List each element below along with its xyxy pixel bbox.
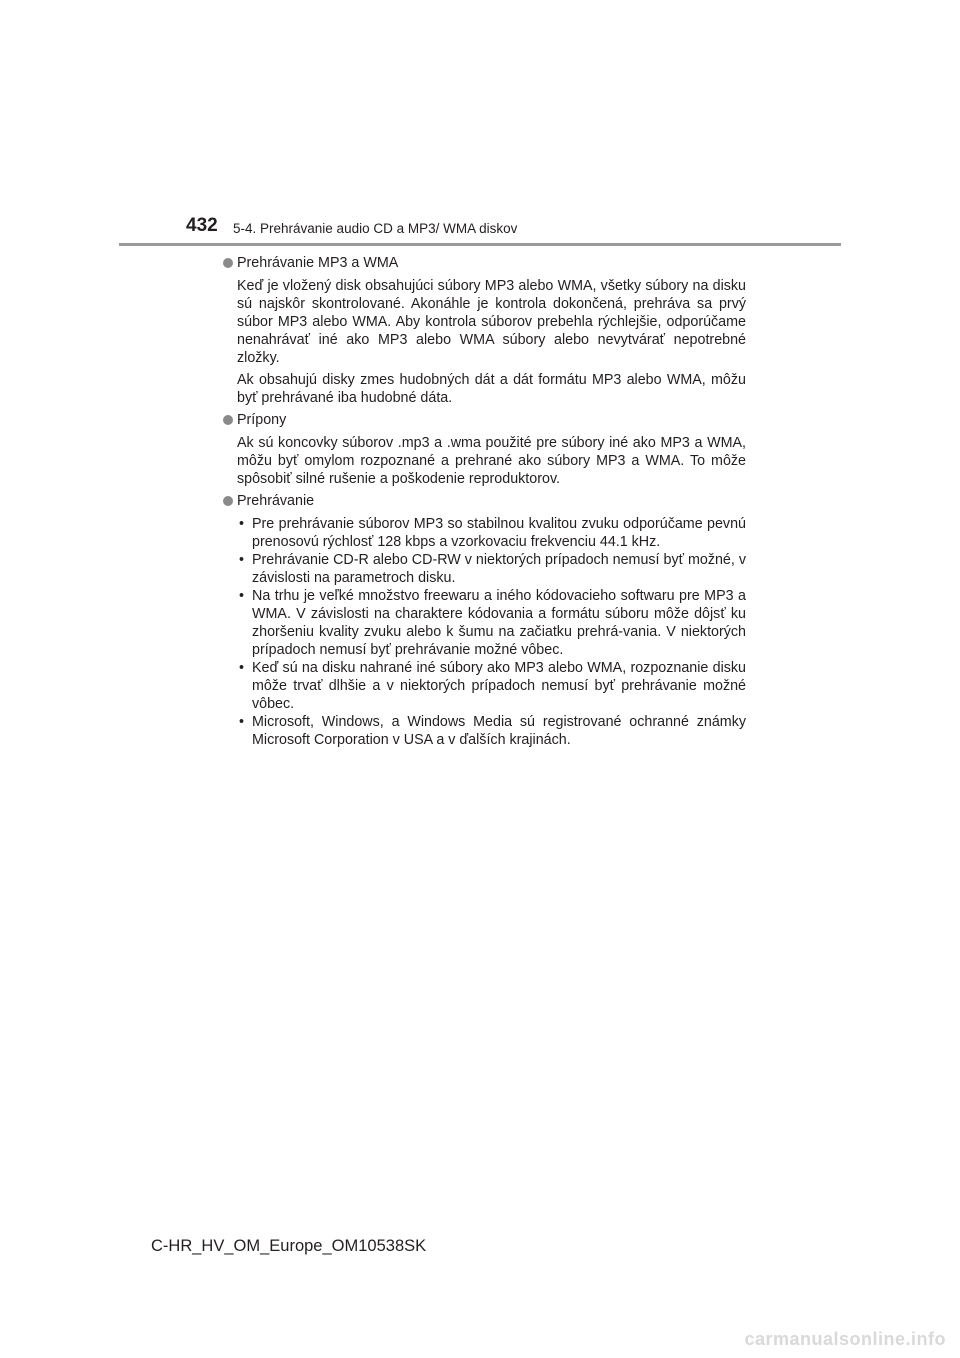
header-divider <box>119 243 841 246</box>
section-title: 5-4. Prehrávanie audio CD a MP3/ WMA diskov <box>233 221 518 236</box>
bullet-circle-icon <box>223 496 233 506</box>
paragraph: Ak obsahujú disky zmes hudobných dát a dát formátu MP3 alebo WMA, môžu byť prehrávané iba hudobné dáta. <box>237 372 746 406</box>
section-heading-text: Prípony <box>237 412 287 428</box>
list-item: • Na trhu je veľké množstvo freewaru a iného kódovacieho softwaru pre MP3 a WMA. V závislosti na charaktere kódovania a formátu súboru môže dôjsť ku zhoršeniu kvality zvuku alebo k šumu na začiatku prehrá-vania. V niektorých prípadoch nemusí byť prehrávanie možné vôbec. <box>237 587 746 659</box>
section-heading <box>222 411 746 429</box>
bullet-list <box>237 515 746 749</box>
list-item: • Keď sú na disku nahrané iné súbory ako MP3 alebo WMA, rozpoznanie disku môže trvať dlhšie a v niektorých prípadoch nemusí byť prehrávanie možné vôbec. <box>237 659 746 713</box>
section-heading <box>222 254 746 272</box>
section-heading-text: Prehrávanie MP3 a WMA <box>237 255 399 271</box>
list-item: • Prehrávanie CD-R alebo CD-RW v niektorých prípadoch nemusí byť možné, v závislosti na parametroch disku. <box>237 551 746 587</box>
paragraph: Keď je vložený disk obsahujúci súbory MP3 alebo WMA, všetky súbory na disku sú najskôr skontrolované. Akonáhle je kontrola dokončená, prehráva sa prvý súbor MP3 alebo WMA. Aby kontrola súborov prebehla rýchlejšie, odporúčame nenahrávať iné ako MP3 alebo WMA súbory alebo nevytvárať nepotrebné zložky. <box>237 278 746 366</box>
page-content <box>222 254 746 753</box>
bullet-circle-icon <box>223 415 233 425</box>
watermark: carmanualsonline.info <box>744 1329 946 1349</box>
section-heading-text: Prehrávanie <box>237 493 315 509</box>
list-item: • Pre prehrávanie súborov MP3 so stabilnou kvalitou zvuku odporúčame pevnú prenosovú rýchlosť 128 kbps a vzorkovaciu frekvenciu 44.1 kHz. <box>237 515 746 551</box>
section-extensions <box>222 411 746 488</box>
paragraph: Ak sú koncovky súborov .mp3 a .wma použité pre súbory iné ako MP3 a WMA, môžu byť omylom rozpoznané a prehrané ako súbory MP3 a WMA. To môže spôsobiť silné rušenie a poškodenie reproduktorov. <box>237 435 746 487</box>
page-number: 432 <box>186 215 218 236</box>
document-code: C-HR_HV_OM_Europe_OM10538SK <box>151 1237 427 1255</box>
section-mp3-wma-playback <box>222 254 746 407</box>
bullet-circle-icon <box>223 258 233 268</box>
section-playback <box>222 492 746 749</box>
list-item: • Microsoft, Windows, a Windows Media sú registrované ochranné známky Microsoft Corporation v USA a v ďalších krajinách. <box>237 713 746 749</box>
section-heading <box>222 492 746 510</box>
